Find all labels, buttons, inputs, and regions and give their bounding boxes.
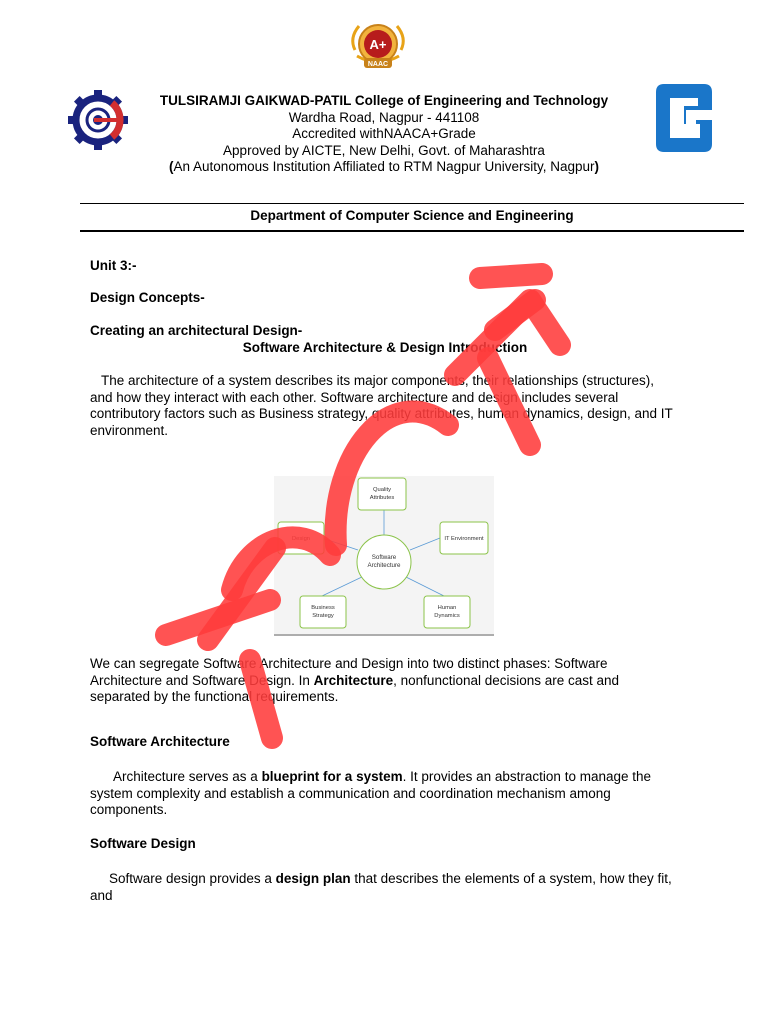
intro-text: The architecture of a system describes its major components, their relationships (structures), and how they interact with each other. Software architecture and design includes several contributory factors such as Business strategy, quality attributes, human dynamics, design, and IT environment. <box>90 373 673 438</box>
segregate-bold: Architecture <box>313 672 394 688</box>
software-design-heading: Software Design <box>90 836 196 851</box>
design-concepts-heading: Design Concepts- <box>90 290 205 305</box>
business-label-2: Strategy <box>312 613 334 619</box>
arch-post: . It provides an abstraction to manage the system complexity and establish a communication and coordination mechanism among components. <box>90 769 652 817</box>
business-label-1: Business <box>311 605 335 611</box>
unit-heading: Unit 3:- <box>90 258 137 273</box>
design-label: Design <box>291 536 311 542</box>
design-pre: Software design provides a <box>109 871 276 886</box>
diagram-business-node <box>300 596 346 628</box>
badge-grade: A+ <box>369 37 387 52</box>
paren-open: ( <box>169 159 174 174</box>
naac-badge <box>345 16 411 76</box>
design-bold: design plan <box>275 871 351 886</box>
intro-paragraph <box>90 373 680 439</box>
quality-label-2: Attributes <box>369 495 395 501</box>
creating-arch-heading: Creating an architectural Design- <box>90 323 303 338</box>
right-logo <box>656 84 712 152</box>
human-label-2: Dynamics <box>434 613 460 619</box>
segregate-pre: We can segregate Software Architecture and Design into two distinct phases: Software Architecture and Software Design. In <box>90 656 608 688</box>
center-label-1: Software <box>371 554 397 561</box>
architecture-paragraph <box>90 769 680 819</box>
arch-bold: blueprint for a system <box>261 769 403 784</box>
center-label-2: Architecture <box>367 562 401 569</box>
human-label-1: Human <box>437 605 457 611</box>
diagram-center-node <box>357 535 411 589</box>
badge-org: NAAC <box>367 61 389 68</box>
segregate-paragraph <box>90 656 680 706</box>
diagram-design-node <box>278 522 324 554</box>
software-architecture-heading: Software Architecture <box>90 734 230 749</box>
diagram-human-node <box>424 596 470 628</box>
section-title: Software Architecture & Design Introduction <box>242 340 528 355</box>
design-post: that describes the elements of a system, how they fit, and <box>90 871 672 903</box>
college-autonomous: An Autonomous Institution Affiliated to RTM Nagpur University, Nagpur <box>173 159 595 174</box>
college-accreditation: Accredited withNAACA+Grade <box>292 126 476 141</box>
header-rule-top <box>80 203 744 204</box>
diagram-it-node <box>440 522 488 554</box>
college-autonomous-line <box>130 159 638 176</box>
design-paragraph <box>90 871 680 904</box>
college-gear-logo <box>66 88 130 152</box>
college-approval: Approved by AICTE, New Delhi, Govt. of Maharashtra <box>223 142 545 158</box>
arch-pre: Architecture serves as a <box>113 769 262 784</box>
college-address: Wardha Road, Nagpur - 441108 <box>288 109 480 125</box>
header-rule-bottom <box>80 230 744 232</box>
diagram-quality-node <box>358 478 406 510</box>
quality-label-1: Quality <box>372 487 392 493</box>
it-env-label: IT Environment <box>444 536 484 542</box>
college-name: TULSIRAMJI GAIKWAD-PATIL College of Engineering and Technology <box>159 93 609 108</box>
architecture-diagram <box>274 476 494 638</box>
department-name: Department of Computer Science and Engineering <box>250 208 574 223</box>
paren-close: ) <box>594 159 599 174</box>
segregate-post: , nonfunctional decisions are cast and separated by the functional requirements. <box>90 672 620 704</box>
